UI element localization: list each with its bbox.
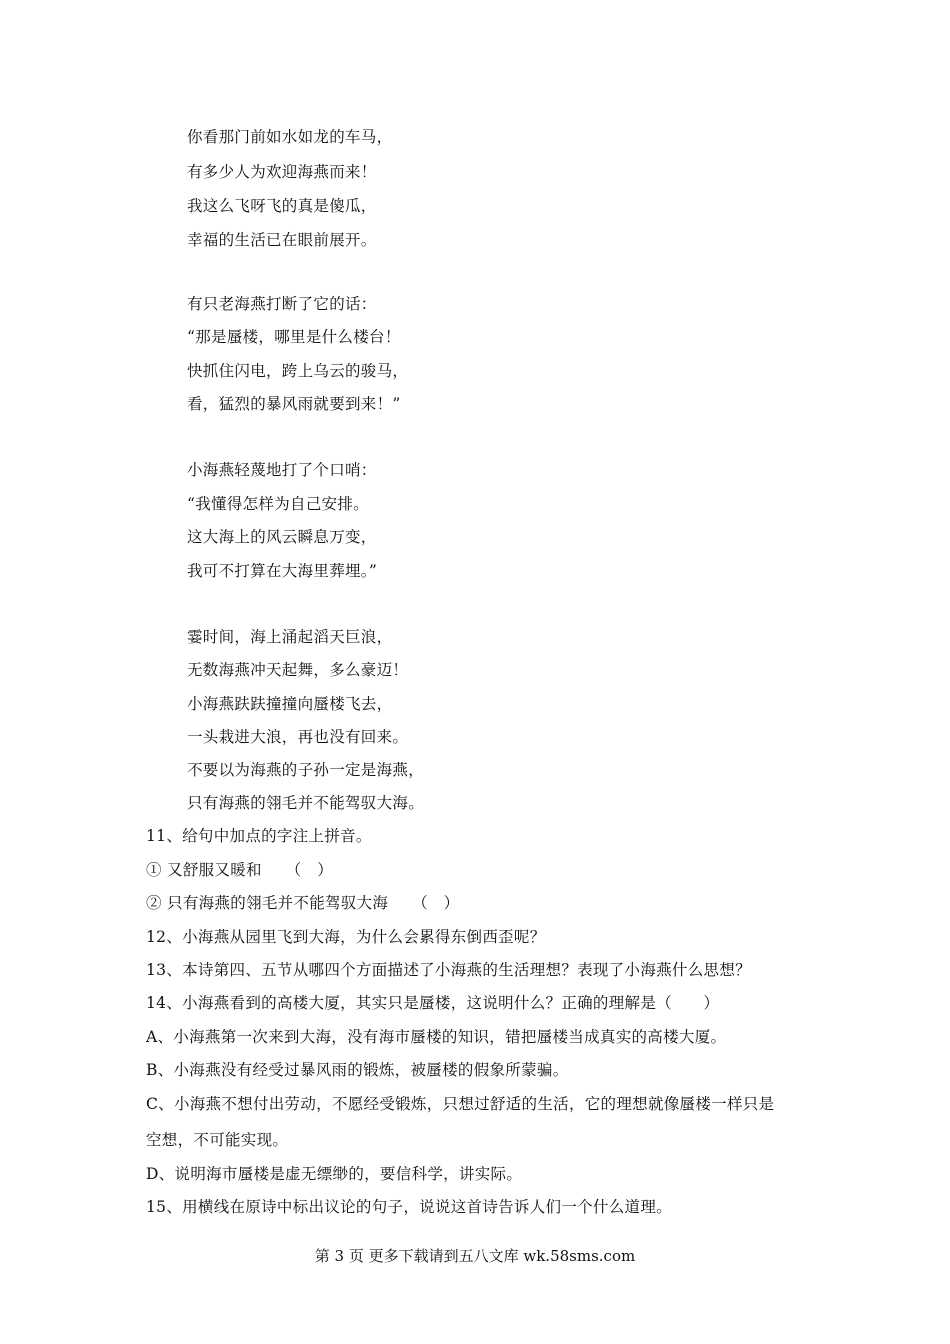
question-14: 14、小海燕看到的高楼大厦，其实只是蜃楼，这说明什么？正确的理解是（ ）: [146, 994, 720, 1012]
poem-line: 一头栽进大浪，再也没有回来。: [187, 728, 409, 746]
poem-line: 不要以为海燕的子孙一定是海燕，: [187, 761, 425, 779]
poem-line: 幸福的生活已在眼前展开。: [187, 231, 377, 249]
poem-line: 小海燕趺趺撞撞向蜃楼飞去，: [187, 695, 393, 713]
question-14-option-c-cont: 空想，不可能实现。: [146, 1131, 289, 1149]
poem-line: “我懂得怎样为自己安排。: [187, 495, 370, 513]
question-11-item-2: ② 只有海燕的翎毛并不能驾驭大海 （ ）: [146, 894, 460, 912]
poem-line: 你看那门前如水如龙的车马，: [187, 128, 393, 146]
question-13: 13、本诗第四、五节从哪四个方面描述了小海燕的生活理想？表现了小海燕什么思想？: [146, 961, 751, 979]
poem-line: 看，猛烈的暴风雨就要到来！”: [187, 395, 401, 413]
question-14-option-c: C、小海燕不想付出劳动，不愿经受锻炼，只想过舒适的生活，它的理想就像蜃楼一样只是: [146, 1095, 775, 1113]
page-footer: 第 3 页 更多下载请到五八文库 wk.58sms.com: [314, 1247, 636, 1265]
poem-line: 有多少人为欢迎海燕而来！: [187, 163, 377, 181]
poem-line: 有只老海燕打断了它的话：: [187, 295, 377, 313]
poem-line: 小海燕轻蔑地打了个口哨：: [187, 461, 377, 479]
question-14-option-a: A、小海燕第一次来到大海，没有海市蜃楼的知识，错把蜃楼当成真实的高楼大厦。: [146, 1028, 727, 1046]
poem-line: 霎时间，海上涌起滔天巨浪，: [187, 628, 393, 646]
question-12: 12、小海燕从园里飞到大海，为什么会累得东倒西歪呢？: [146, 928, 546, 946]
question-14-option-d: D、说明海市蜃楼是虚无缥缈的，要信科学，讲实际。: [146, 1165, 523, 1183]
question-11: 11、给句中加点的字注上拼音。: [146, 827, 372, 845]
poem-line: 这大海上的风云瞬息万变，: [187, 528, 377, 546]
poem-line: 我可不打算在大海里葬埋。”: [187, 562, 378, 580]
question-14-option-b: B、小海燕没有经受过暴风雨的锻炼，被蜃楼的假象所蒙骗。: [146, 1061, 569, 1079]
poem-line: 快抓住闪电，跨上乌云的骏马，: [187, 362, 409, 380]
poem-line: 只有海燕的翎毛并不能驾驭大海。: [187, 794, 425, 812]
poem-line: 无数海燕冲天起舞，多么豪迈！: [187, 661, 409, 679]
question-15: 15、用横线在原诗中标出议论的句子，说说这首诗告诉人们一个什么道理。: [146, 1198, 672, 1216]
question-11-item-1: ① 又舒服又暖和 （ ）: [146, 861, 334, 879]
poem-line: 我这么飞呀飞的真是傻瓜，: [187, 197, 377, 215]
poem-line: “那是蜃楼，哪里是什么楼台！: [187, 328, 401, 346]
